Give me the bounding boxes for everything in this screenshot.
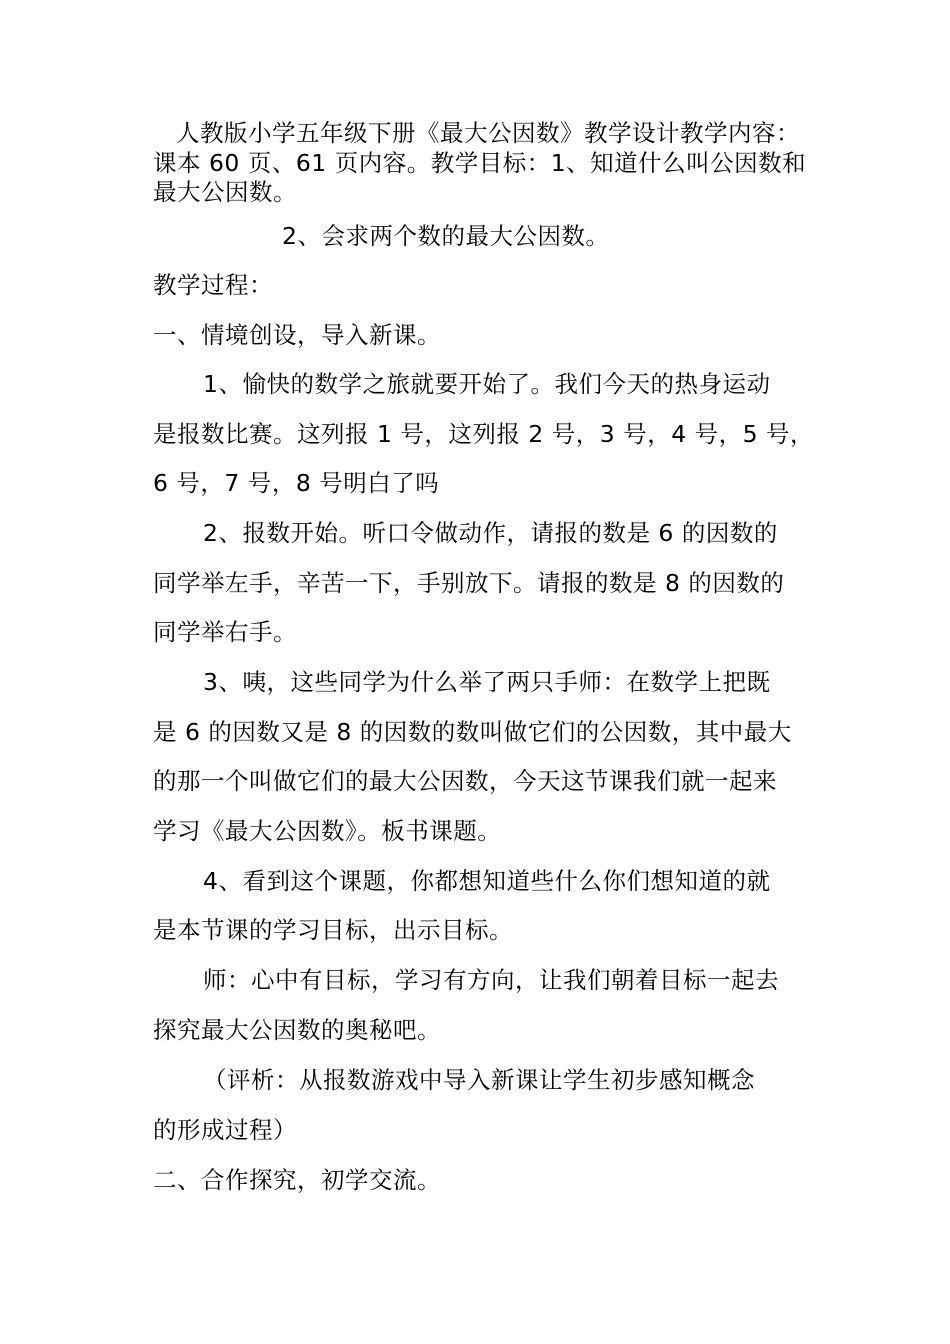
para-1-line-3: 6 号，7 号，8 号明白了吗 [153, 469, 440, 497]
para-3-line-1: 3、咦，这些同学为什么举了两只手师：在数学上把既 [203, 668, 771, 696]
teacher-line-1: 师：心中有目标，学习有方向，让我们朝着目标一起去 [203, 966, 779, 994]
section-2-title: 二、合作探究，初学交流。 [153, 1166, 441, 1194]
para-3-line-4: 学习《最大公因数》。板书课题。 [153, 817, 502, 845]
comment-line-2: 的形成过程） [153, 1116, 297, 1144]
para-2-line-1: 2、报数开始。听口令做动作，请报的数是 6 的因数的 [203, 519, 778, 547]
para-4-line-2: 是本节课的学习目标，出示目标。 [153, 916, 513, 944]
para-1-line-1: 1、愉快的数学之旅就要开始了。我们今天的热身运动 [203, 370, 771, 398]
goal-2: 2、会求两个数的最大公因数。 [282, 222, 610, 250]
section-1-title: 一、情境创设，导入新课。 [153, 321, 441, 349]
comment-line-1: （评析：从报数游戏中导入新课让学生初步感知概念 [203, 1066, 755, 1094]
intro-line-1: 人教版小学五年级下册《最大公因数》教学设计教学内容： [176, 119, 800, 147]
process-heading: 教学过程： [153, 271, 273, 299]
intro-line-2: 课本 60 页、61 页内容。教学目标：1、知道什么叫公因数和 [153, 149, 807, 177]
para-2-line-2: 同学举左手，辛苦一下，手别放下。请报的数是 8 的因数的 [153, 569, 785, 597]
para-3-line-2: 是 6 的因数又是 8 的因数的数叫做它们的公因数，其中最大 [153, 718, 792, 746]
para-2-line-3: 同学举右手。 [153, 618, 297, 646]
teacher-line-2: 探究最大公因数的奥秘吧。 [153, 1016, 441, 1044]
para-1-line-2: 是报数比赛。这列报 1 号，这列报 2 号，3 号，4 号，5 号， [153, 420, 815, 448]
para-3-line-3: 的那一个叫做它们的最大公因数，今天这节课我们就一起来 [153, 767, 777, 795]
intro-line-3: 最大公因数。 [153, 178, 297, 206]
para-4-line-1: 4、看到这个课题，你都想知道些什么你们想知道的就 [203, 867, 771, 895]
